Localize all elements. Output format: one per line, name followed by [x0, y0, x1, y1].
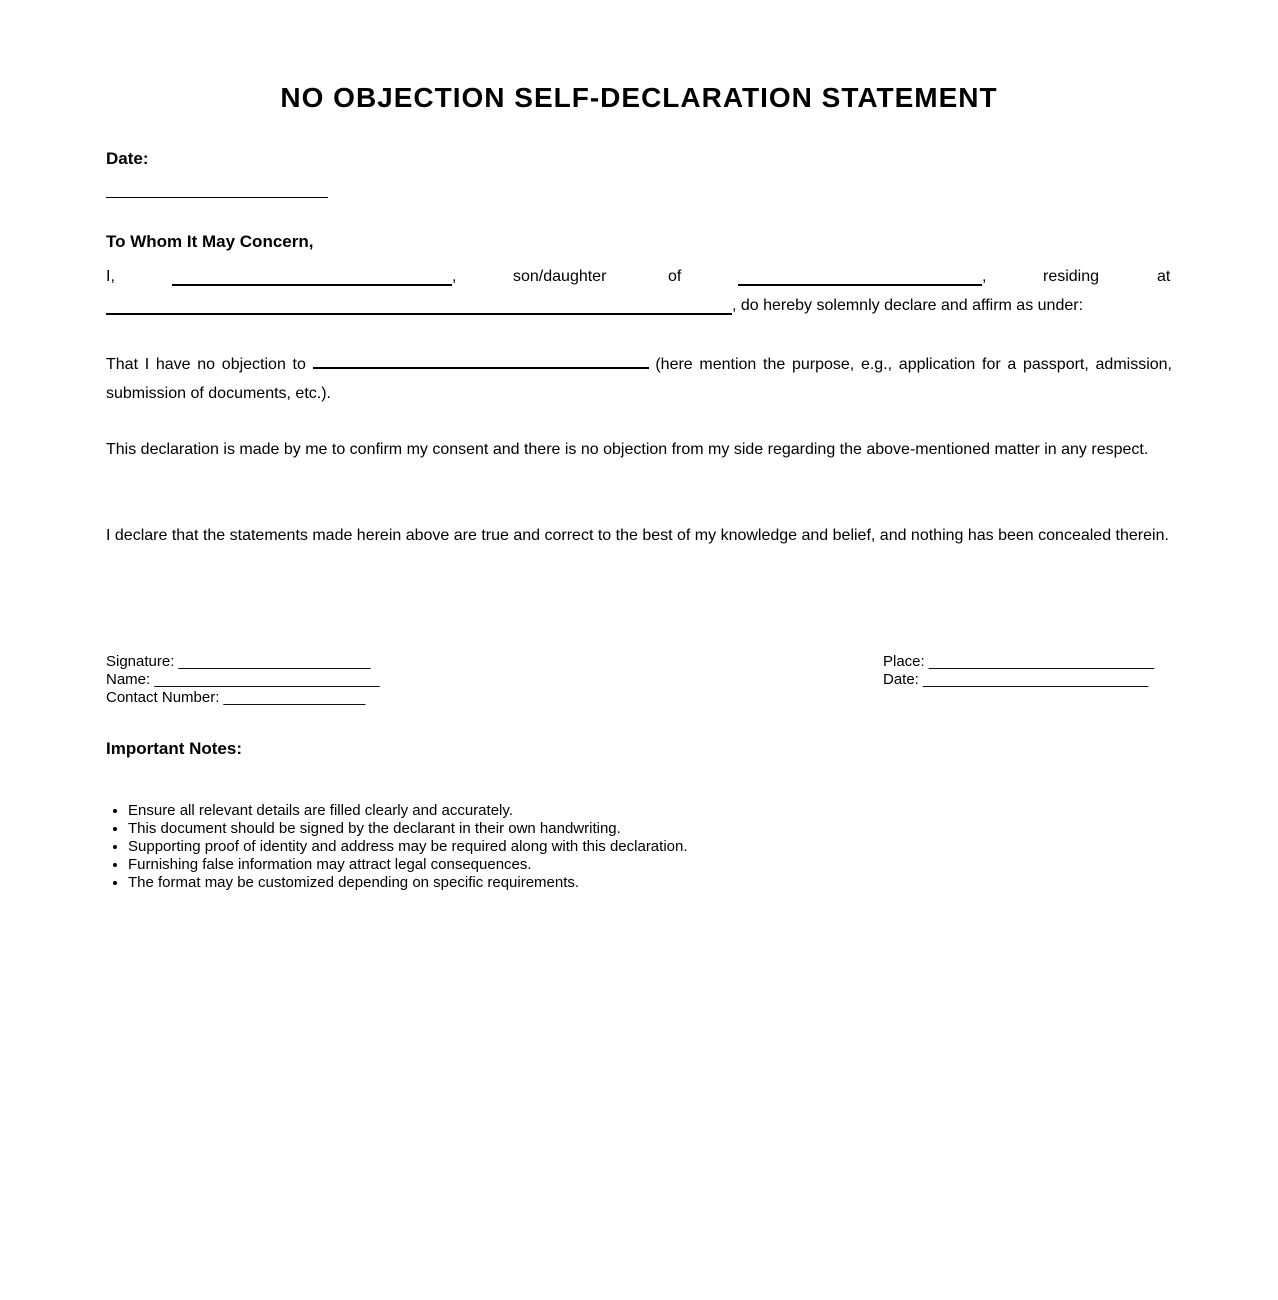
objection-paragraph — [106, 350, 1172, 408]
declaration-i: I, — [106, 268, 115, 285]
page-title: NO OBJECTION SELF-DECLARATION STATEMENT — [280, 82, 998, 113]
signature-field[interactable]: Signature: _______________________ — [106, 653, 371, 670]
address-blank[interactable] — [106, 313, 732, 315]
declaration-at: at — [1157, 268, 1171, 285]
list-item: • The format may be customized depending on specific requirements. — [128, 874, 688, 892]
declaration-comma-1: , — [452, 268, 457, 285]
purpose-blank[interactable] — [313, 367, 649, 369]
declaration-tail: , do hereby solemnly declare and affirm as under: — [732, 297, 1084, 314]
declaration-line-1 — [106, 268, 1172, 292]
declaration-comma-2: , — [982, 268, 987, 285]
declaration-of: of — [668, 268, 682, 285]
list-item: • Furnishing false information may attract legal consequences. — [128, 856, 688, 874]
date-blank-line[interactable] — [106, 197, 328, 198]
signature-block — [106, 653, 380, 707]
declarant-name-blank[interactable] — [172, 284, 452, 286]
declaration-son-daughter: son/daughter — [513, 268, 607, 285]
date-label: Date: — [106, 149, 149, 168]
contact-number-field[interactable]: Contact Number: _________________ — [106, 689, 366, 706]
notes-title: Important Notes: — [106, 739, 242, 758]
declaration-residing: residing — [1043, 268, 1100, 285]
list-item: • This document should be signed by the declarant in their own handwriting. — [128, 820, 688, 838]
place-field[interactable]: Place: ___________________________ — [883, 653, 1155, 670]
objection-suffix: (here mention the purpose, e.g., application for a passport, admission, submission of documents, etc.). — [106, 356, 1173, 402]
consent-paragraph: This declaration is made by me to confirm my consent and there is no objection from my side regarding the above-mentioned matter in any respect. — [106, 441, 1149, 458]
salutation: To Whom It May Concern, — [106, 232, 314, 251]
place-date-block — [883, 653, 1154, 689]
list-item: • Ensure all relevant details are filled clearly and accurately. — [128, 802, 688, 820]
parent-name-blank[interactable] — [738, 284, 982, 286]
list-item: • Supporting proof of identity and address may be required along with this declaration. — [128, 838, 688, 856]
name-field[interactable]: Name: ___________________________ — [106, 671, 380, 688]
notes-list — [106, 802, 688, 892]
truth-paragraph: I declare that the statements made herein above are true and correct to the best of my knowledge and belief, and nothing has been concealed therein. — [106, 527, 1169, 544]
signature-date-field[interactable]: Date: ___________________________ — [883, 671, 1149, 688]
objection-prefix: That I have no objection to — [106, 356, 306, 373]
